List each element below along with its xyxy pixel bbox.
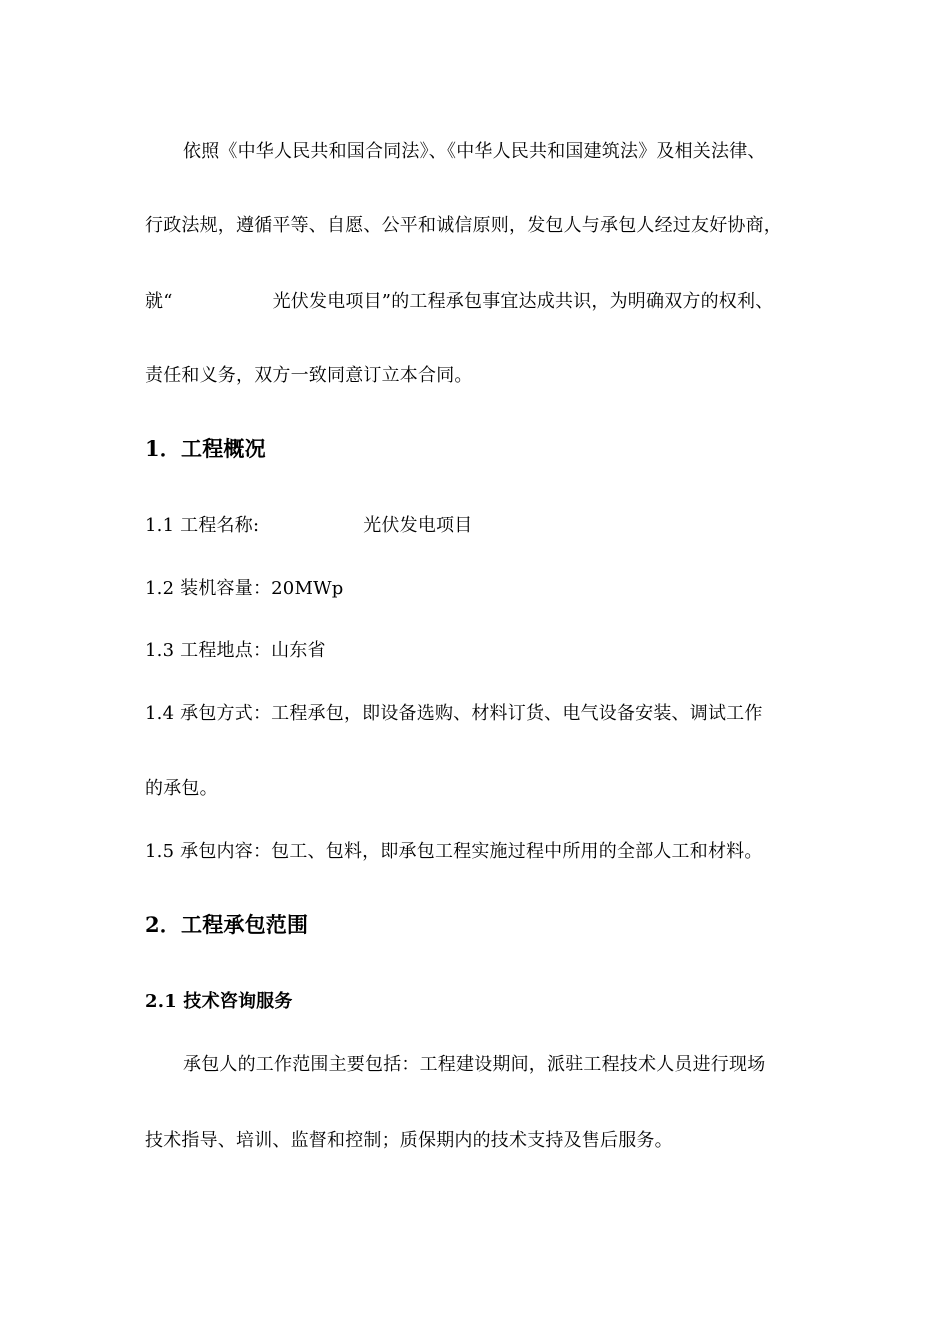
item-1-1: 1.1 工程名称: 光伏发电项目 [145,515,473,536]
item-1-2: 1.2 装机容量：20MWp [145,578,344,599]
paragraph-2-1-line-2: 技术指导、培训、监督和控制；质保期内的技术支持及售后服务。 [145,1130,673,1151]
paragraph-2-1-line-1: 承包人的工作范围主要包括：工程建设期间，派驻工程技术人员进行现场 [183,1054,766,1075]
section-1-heading: 1．工程概况 [145,436,266,461]
intro-line-1: 依照《中华人民共和国合同法》、《中华人民共和国建筑法》及相关法律、 [183,141,766,162]
intro-line-3: 就“ 光伏发电项目”的工程承包事宜达成共识，为明确双方的权利、 [145,291,774,312]
item-1-4-line-2: 的承包。 [145,778,218,799]
item-1-3: 1.3 工程地点：山东省 [145,640,326,661]
subsection-2-1-heading: 2.1 技术咨询服务 [145,991,293,1012]
intro-line-2: 行政法规，遵循平等、自愿、公平和诚信原则，发包人与承包人经过友好协商， [145,215,782,236]
section-2-heading: 2．工程承包范围 [145,912,309,937]
item-1-5: 1.5 承包内容：包工、包料，即承包工程实施过程中所用的全部人工和材料。 [145,841,763,862]
item-1-4-line-1: 1.4 承包方式：工程承包，即设备选购、材料订货、电气设备安装、调试工作 [145,703,763,724]
intro-line-4: 责任和义务，双方一致同意订立本合同。 [145,365,473,386]
